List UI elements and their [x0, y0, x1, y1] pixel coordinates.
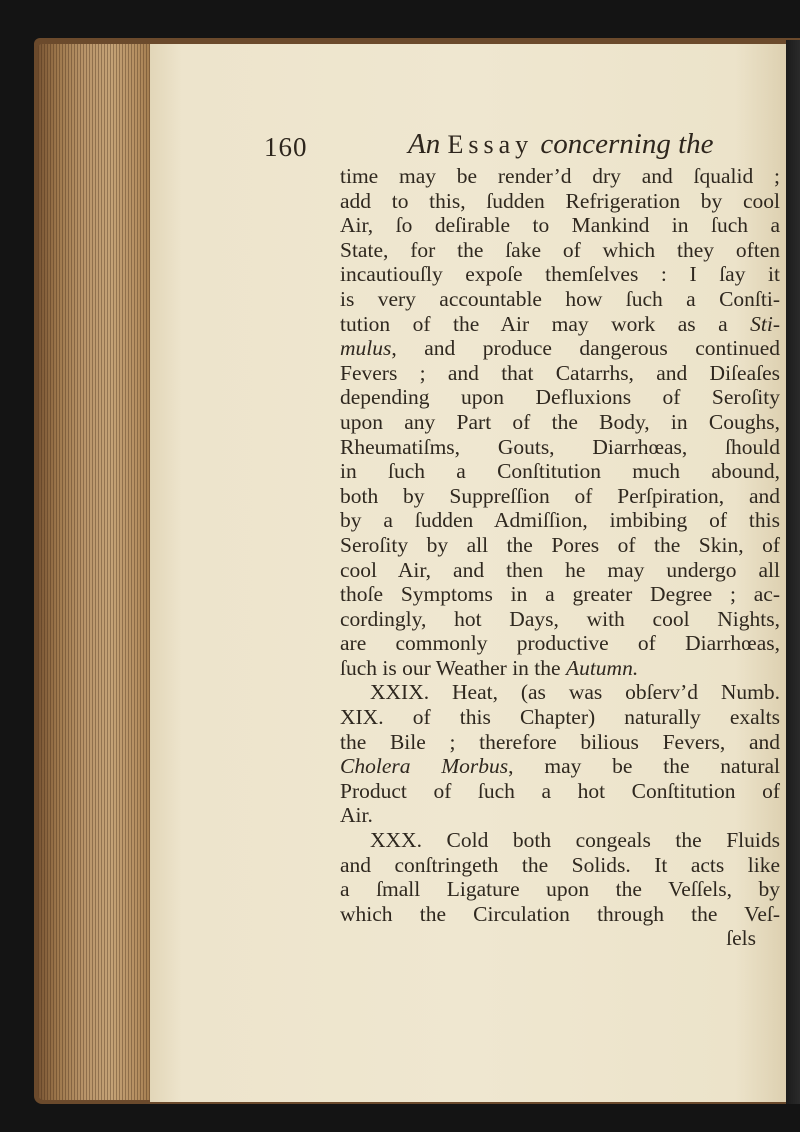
text-line	[340, 558, 780, 583]
page-number: 160	[264, 132, 308, 162]
text-line	[340, 385, 780, 410]
text-segment: is very accountable how ſuch a Conſti-	[340, 286, 780, 311]
text-segment: which the Circulation through the Veſ-	[340, 901, 780, 926]
text-segment: add to this, ſudden Refrigeration by cool	[340, 188, 780, 213]
text-segment: ſels	[726, 926, 756, 951]
text-segment: XIX. of this Chapter) naturally exalts	[340, 705, 780, 730]
text-line	[340, 213, 780, 238]
text-segment: by a ſudden Admiſſion, imbibing of this	[340, 508, 780, 533]
text-line	[340, 828, 780, 853]
italic-text: Sti-	[750, 311, 780, 336]
text-line	[340, 361, 780, 386]
text-line	[340, 533, 780, 558]
text-line	[340, 189, 780, 214]
text-line	[340, 680, 780, 705]
running-head-essay: Essay	[447, 130, 534, 159]
text-segment: XXX. Cold both congeals the Fluids	[370, 828, 780, 853]
text-line	[340, 164, 780, 189]
running-head	[408, 128, 714, 161]
text-segment: thoſe Symptoms in a greater Degree ; ac-	[340, 582, 780, 607]
text-line	[340, 262, 780, 287]
running-head-rest: concerning the	[540, 128, 714, 160]
text-segment: a ſmall Ligature upon the Veſſels, by	[340, 877, 780, 902]
text-segment: Fevers ; and that Catarrhs, and Diſeaſes	[340, 360, 780, 385]
text-segment: Rheumatiſms, Gouts, Diarrhœas, ſhould	[340, 434, 780, 459]
text-segment: both by Suppreſſion of Perſpiration, and	[340, 483, 780, 508]
text-line	[340, 902, 780, 927]
running-head-an: An	[408, 128, 441, 160]
text-segment: depending upon Defluxions of Seroſity	[340, 385, 780, 410]
italic-text: Cholera Morbus	[340, 754, 509, 779]
text-line	[340, 705, 780, 730]
text-segment: in ſuch a Conſtitution much abound,	[340, 459, 780, 484]
text-segment: , may be the natural	[508, 754, 780, 779]
body-text	[340, 164, 780, 951]
text-line	[340, 656, 780, 681]
text-line	[340, 508, 780, 533]
text-line	[340, 435, 780, 460]
text-segment: tution of the Air may work as a	[340, 311, 751, 336]
text-line	[340, 459, 780, 484]
text-line	[340, 312, 780, 337]
text-segment: XXIX. Heat, (as was obſerv’d Numb.	[370, 680, 780, 705]
text-line	[340, 336, 780, 361]
text-segment: incautiouſly expoſe themſelves : I ſay it	[340, 262, 780, 287]
text-line	[340, 582, 780, 607]
text-segment: , and produce dangerous continued	[391, 336, 780, 361]
text-line	[340, 853, 780, 878]
text-line	[340, 484, 780, 509]
text-segment: State, for the ſake of which they often	[340, 237, 780, 262]
text-segment: upon any Part of the Body, in Coughs,	[340, 409, 780, 434]
text-line	[340, 410, 780, 435]
text-segment: are commonly productive of Diarrhœas,	[340, 631, 780, 656]
text-line	[340, 754, 780, 779]
facing-page-edge	[786, 40, 800, 1104]
text-segment: time may be render’d dry and ſqualid ;	[340, 164, 780, 188]
text-line	[340, 631, 780, 656]
text-line	[340, 607, 780, 632]
italic-text: Autumn.	[565, 655, 639, 680]
text-segment: Seroſity by all the Pores of the Skin, of	[340, 532, 780, 557]
text-segment: ſuch is our Weather in the	[340, 655, 566, 680]
text-segment: and conſtringeth the Solids. It acts like	[340, 852, 780, 877]
text-line	[340, 877, 780, 902]
page-stack-edge	[38, 44, 156, 1100]
text-segment: cordingly, hot Days, with cool Nights,	[340, 606, 780, 631]
text-line	[340, 730, 780, 755]
text-line	[340, 803, 780, 828]
italic-text: mulus	[340, 336, 392, 361]
text-segment: Air.	[340, 803, 373, 828]
text-line	[340, 238, 780, 263]
text-line	[340, 287, 780, 312]
text-segment: the Bile ; therefore bilious Fevers, and	[340, 729, 780, 754]
text-line	[340, 779, 780, 804]
text-segment: Air, ſo deſirable to Mankind in ſuch a	[340, 213, 780, 238]
text-segment: cool Air, and then he may undergo all	[340, 557, 780, 582]
text-segment: Product of ſuch a hot Conſtitution of	[340, 778, 780, 803]
catchword	[340, 926, 780, 951]
